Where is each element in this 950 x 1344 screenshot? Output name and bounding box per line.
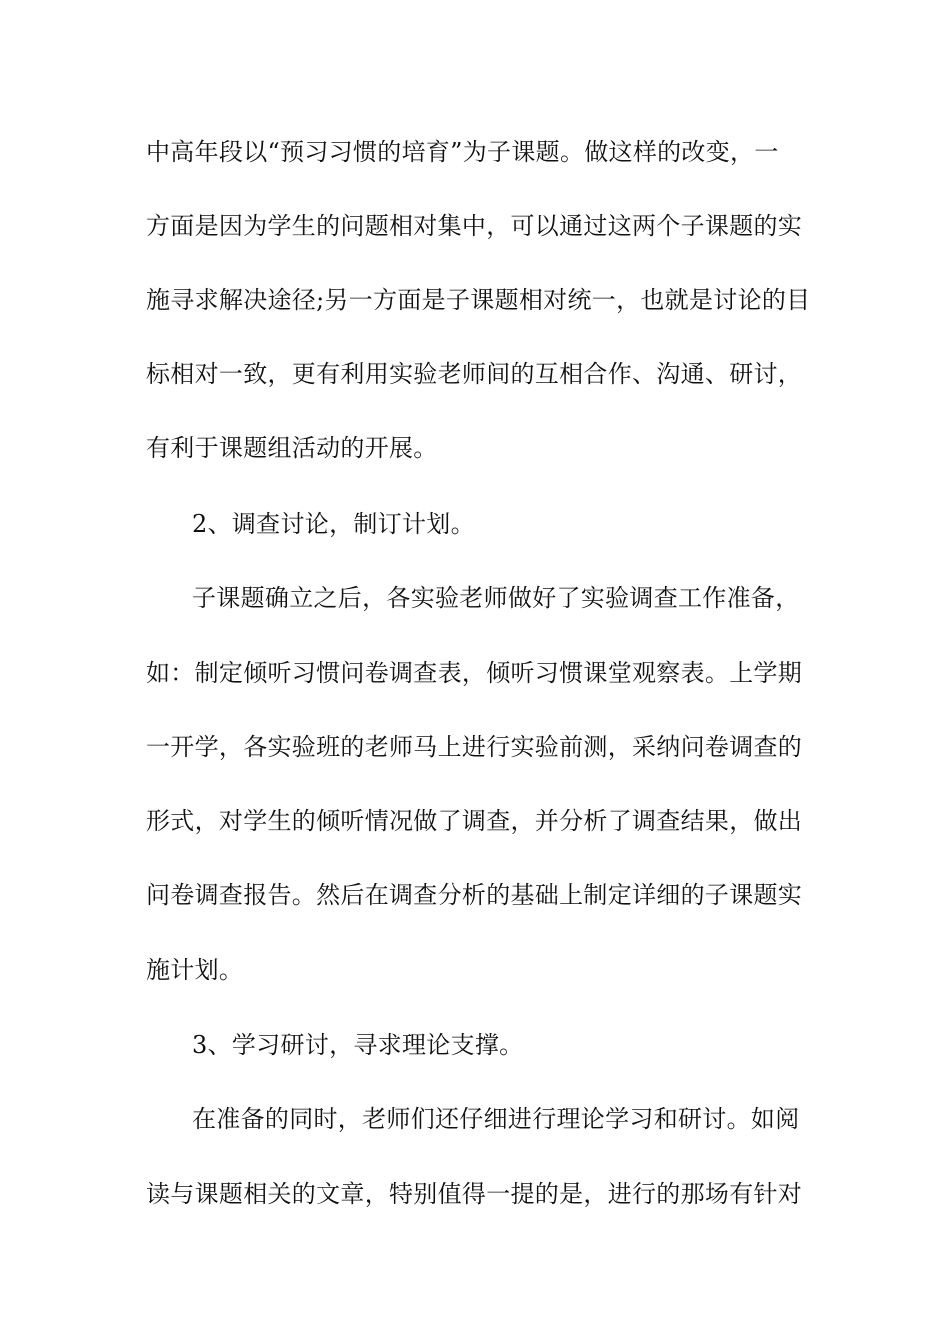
paragraph-line: 子课题确立之后，各实验老师做好了实验调查工作准备，	[192, 584, 800, 612]
paragraph-line: 读与课题相关的文章，特别值得一提的是，进行的那场有针对	[146, 1180, 803, 1208]
paragraph-line: 在准备的同时，老师们还仔细进行理论学习和研讨。如阅	[192, 1105, 800, 1133]
paragraph-line: 一开学，各实验班的老师马上进行实验前测，采纳问卷调查的	[146, 733, 803, 761]
paragraph-line: 施计划。	[146, 956, 244, 984]
paragraph-line: 问卷调查报告。然后在调查分析的基础上制定详细的子课题实	[146, 881, 803, 909]
paragraph-line: 中高年段以“预习习惯的培育”为子课题。做这样的改变，一	[146, 138, 779, 166]
paragraph-line: 形式，对学生的倾听情况做了调查，并分析了调查结果，做出	[146, 807, 803, 835]
paragraph-line: 如：制定倾听习惯问卷调查表，倾听习惯课堂观察表。上学期	[146, 659, 803, 687]
paragraph-line: 有利于课题组活动的开展。	[146, 434, 438, 462]
paragraph-line: 标相对一致，更有利用实验老师间的互相合作、沟通、研讨，	[146, 360, 803, 388]
section-heading: 2、调查讨论，制订计划。	[192, 510, 475, 538]
paragraph-line: 方面是因为学生的问题相对集中，可以通过这两个子课题的实	[146, 212, 803, 240]
paragraph-line: 施寻求解决途径;另一方面是子课题相对统一，也就是讨论的目	[146, 286, 811, 314]
section-heading: 3、学习研讨，寻求理论支撑。	[192, 1031, 524, 1059]
